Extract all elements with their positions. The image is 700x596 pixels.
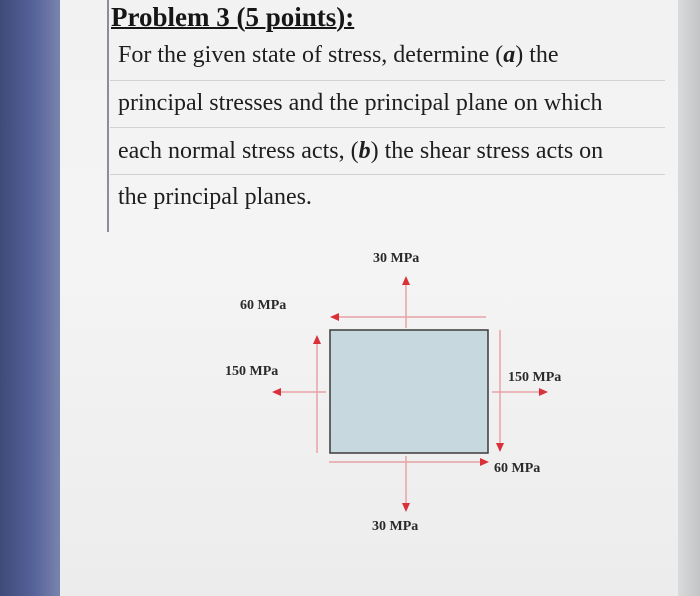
part-a-label: a	[503, 42, 516, 68]
bottom-normal-stress-label: 30 MPa	[372, 519, 419, 534]
problem-title: Problem 3 (5 points):	[111, 2, 355, 32]
left-shear-arrowhead	[313, 335, 321, 344]
text-line-1-start: For the given state of stress, determine (	[118, 42, 504, 68]
left-shear-stress-label: 60 MPa	[240, 298, 287, 313]
top-normal-stress-label: 30 MPa	[373, 251, 420, 266]
text-line-1-end: ) the	[515, 42, 559, 68]
right-normal-stress-label: 150 MPa	[508, 370, 562, 385]
text-line-3-start: each normal stress acts, (	[118, 138, 359, 164]
right-normal-arrowhead	[539, 388, 548, 396]
problem-text-line-4: the principal planes.	[118, 184, 312, 210]
top-shear-arrowhead	[330, 313, 339, 321]
text-line-3-end: ) the shear stress acts on	[370, 138, 604, 164]
left-normal-stress-label: 150 MPa	[225, 364, 279, 379]
top-normal-arrowhead	[402, 276, 410, 285]
right-shear-arrowhead	[496, 443, 504, 452]
part-b-label: b	[358, 138, 371, 164]
problem-text-line-2: principal stresses and the principal plane on which	[118, 90, 603, 116]
left-normal-arrowhead	[272, 388, 281, 396]
stress-element-square	[330, 330, 488, 453]
bottom-shear-arrowhead	[480, 458, 489, 466]
bottom-normal-arrowhead	[402, 503, 410, 512]
right-shear-stress-label: 60 MPa	[494, 461, 541, 476]
